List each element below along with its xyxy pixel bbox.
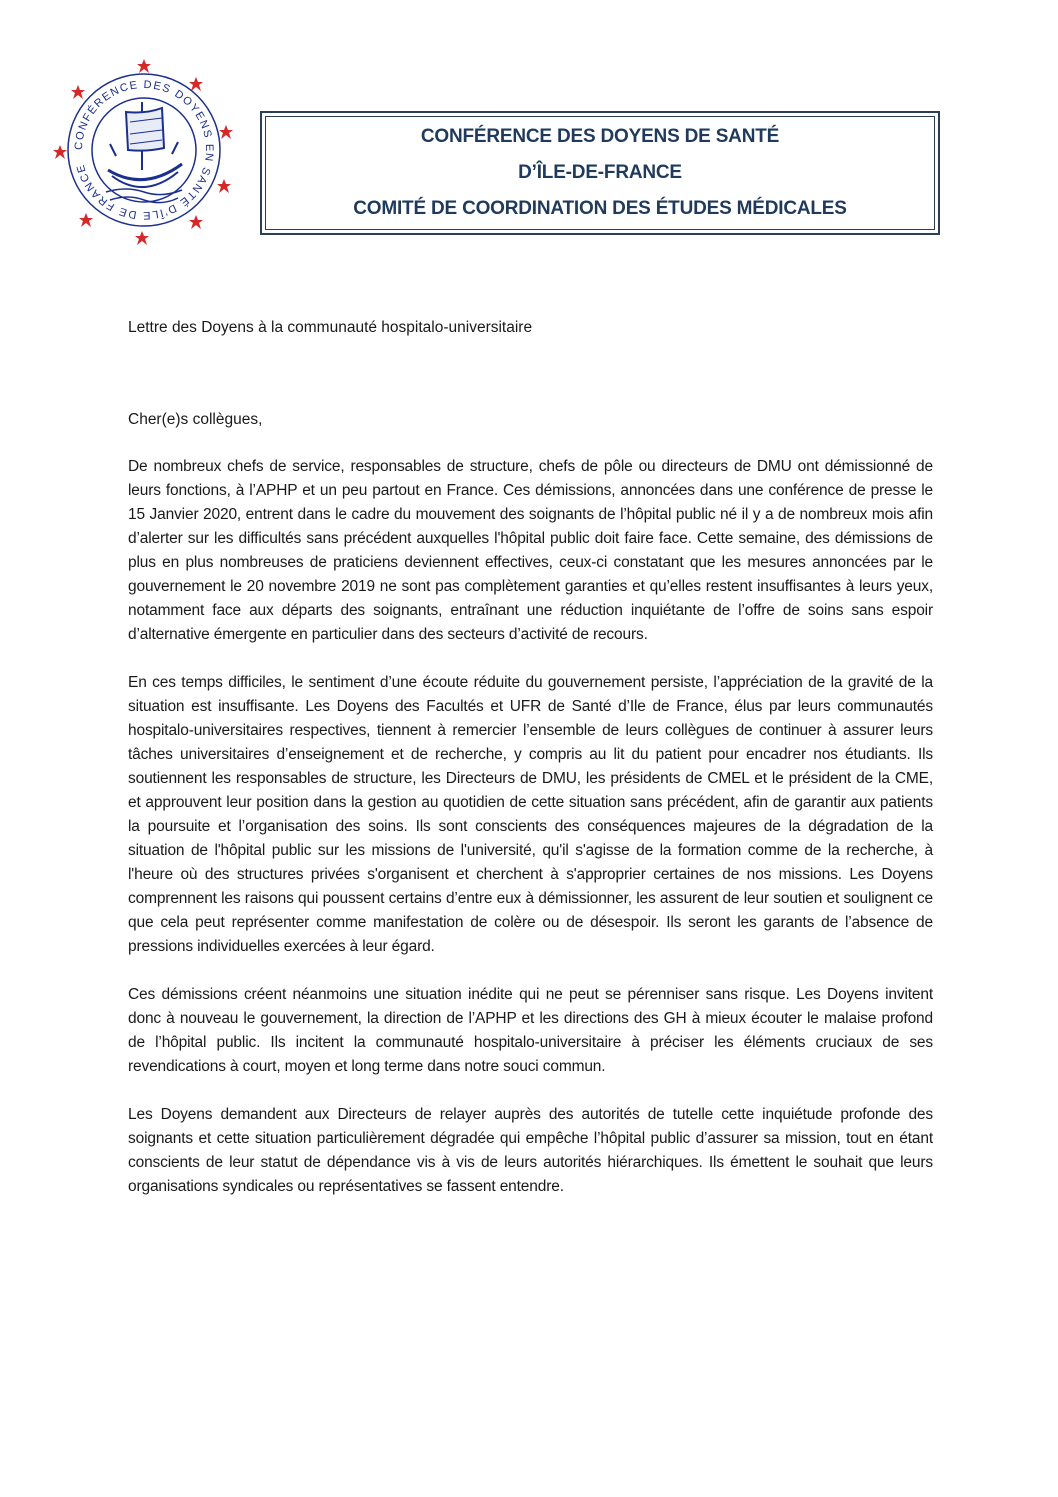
seal-ring-text: CONFÉRENCE DES DOYENS EN SANTÉ D'ÎLE DE FRANCE xyxy=(72,78,216,222)
header-title-line2: D’ÎLE-DE-FRANCE xyxy=(518,162,682,183)
letter-paragraph: Ces démissions créent néanmoins une situation inédite qui ne peut se pérenniser sans risque. Les Doyens invitent donc à nouveau le gouvernement, la direction de l’APHP et les directions des GH à mieux écouter le malaise profond de l’hôpital public. Ils incitent la communauté hospitalo-universitaire à préciser les éléments cruciaux de ses revendications à court, moyen et long terme dans notre souci commun. xyxy=(128,986,933,1075)
letter-paragraph: Les Doyens demandent aux Directeurs de relayer auprès des autorités de tutelle cette inquiétude profonde des soignants et cette situation particulièrement dégradée qui empêche l’hôpital public d’assurer sa mission, tout en étant conscients de leur statut de dépendance vis à vis de leurs autorités hiérarchiques. Ils émettent le souhait que leurs organisations syndicales ou représentatives se fassent entendre. xyxy=(128,1106,933,1195)
letter-paragraph: En ces temps difficiles, le sentiment d’une écoute réduite du gouvernement persiste, l’appréciation de la gravité de la situation est insuffisante. Les Doyens des Facultés et UFR de Santé d’Ile de France, élus par leurs communautés hospitalo-universitaires respectives, tiennent à remercier l’ensemble de leurs collègues de continuer à assurer leurs tâches universitaires d’enseignement et de recherche, y compris au lit du patient pour encadrer nos étudiants. Ils soutiennent les responsables de structure, les Directeurs de DMU, les présidents de CMEL et le président de la CME, et approuvent leur position dans la gestion au quotidien de cette situation sans précédent, afin de garantir aux patients la poursuite et l’organisation des soins. Ils sont conscients des conséquences majeures de la dégradation de la situation de l'hôpital public sur les missions de l'université, qu'il s'agisse de la formation comme de la recherche, à l'heure où des structures privées s'organisent et cherchent à s'approprier certaines de nos missions. Les Doyens comprennent les raisons qui poussent certains d’entre eux à démissionner, les assurent de leur soutien et soulignent ce que cela peut représenter comme manifestation de colère ou de désespoir. Ils seront les garants de l’absence de pressions individuelles exercées à leur égard. xyxy=(128,674,933,955)
header-inner xyxy=(265,116,935,230)
header-box xyxy=(260,111,940,235)
letter-paragraph: De nombreux chefs de service, responsables de structure, chefs de pôle ou directeurs de DMU ont démissionné de leurs fonctions, à l’APHP et un peu partout en France. Ces démissions, annoncées dans une conférence de presse le 15 Janvier 2020, entrent dans le cadre du mouvement des soignants de l’hôpital public né il y a de nombreux mois afin d’alerter sur les difficultés sans précédent auxquelles l'hôpital public doit faire face. Cette semaine, des démissions de plus en plus nombreuses de praticiens deviennent effectives, ceux-ci constatant que les mesures annoncées par le gouvernement le 20 novembre 2019 ne sont pas complètement garanties et qu’elles restent insuffisantes à leurs yeux, notamment face aux départs des soignants, entraînant une réduction inquiétante de l’offre de soins sans espoir d’alternative émergente en particulier dans des secteurs d’activité de recours. xyxy=(128,458,933,643)
letter-body xyxy=(128,455,933,1223)
header-title-line1: CONFÉRENCE DES DOYENS DE SANTÉ xyxy=(420,126,780,147)
conference-logo xyxy=(46,52,242,248)
ship-icon xyxy=(106,102,182,203)
header-title-line3: COMITÉ DE COORDINATION DES ÉTUDES MÉDICALES xyxy=(353,198,847,219)
letter-subject: Lettre des Doyens à la communauté hospitalo-universitaire xyxy=(128,319,533,336)
letter-salutation: Cher(e)s collègues, xyxy=(128,411,263,428)
conference-seal-icon xyxy=(46,52,242,248)
